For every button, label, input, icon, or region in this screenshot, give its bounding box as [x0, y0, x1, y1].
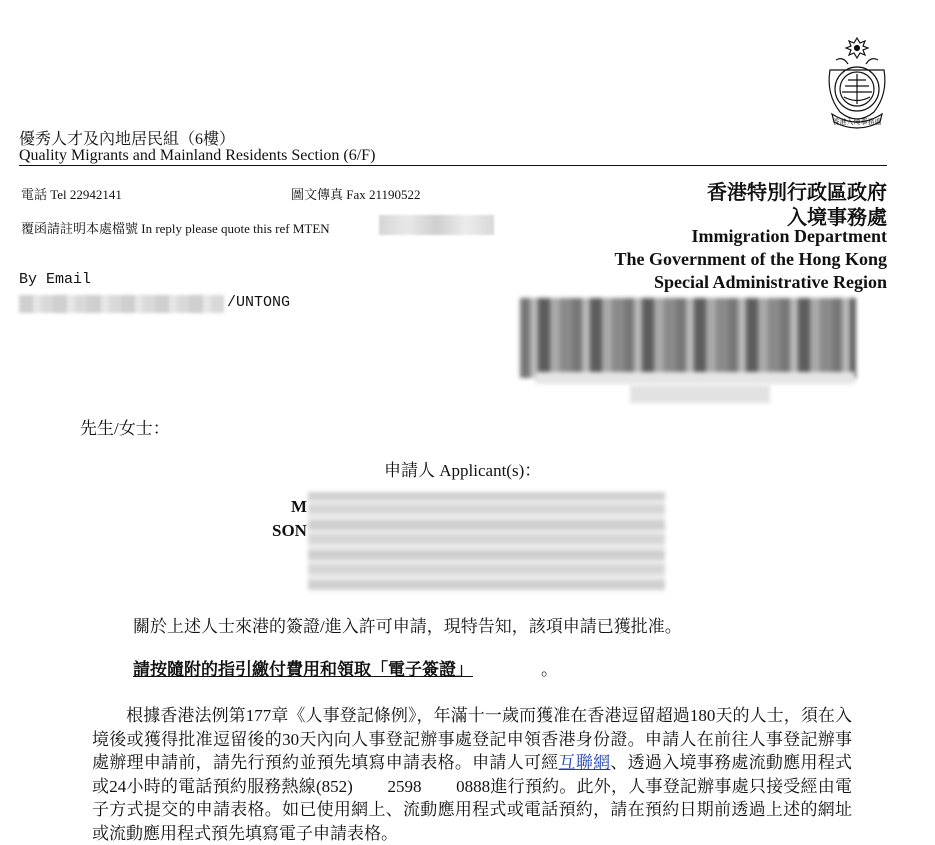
fax-number: 圖文傳真 Fax 21190522 — [291, 187, 421, 202]
redacted-photo-block — [520, 298, 856, 378]
telephone-number: 電話 Tel 22942141 — [21, 187, 122, 202]
applicant-name-2: SON — [272, 521, 307, 540]
instruction-period: 。 — [541, 660, 558, 679]
reference-number: 覆函請註明本處檔號 In reply please quote this ref MTEN — [21, 221, 330, 236]
section-title-zh: 優秀人才及內地居民組（6樓） — [19, 131, 236, 148]
internet-link[interactable]: 互聯網 — [558, 753, 611, 772]
payment-instruction: 請按隨附的指引繳付費用和領取「電子簽證」 — [133, 660, 473, 679]
redacted-reference — [379, 215, 494, 235]
dept-name-en-2: The Government of the Hong Kong — [614, 249, 887, 269]
dept-name-zh-1: 香港特別行政區政府 — [707, 182, 887, 204]
registration-paragraph — [92, 704, 852, 845]
redacted-strip — [535, 372, 855, 384]
applicant-name-1: M — [291, 497, 308, 516]
applicant-label: 申請人 Applicant(s)： — [384, 461, 542, 480]
redacted-applicant-names — [308, 492, 665, 590]
svg-text:香港入境事務處: 香港入境事務處 — [832, 118, 882, 126]
salutation: 先生/女士： — [80, 419, 170, 438]
section-title-en: Quality Migrants and Mainland Residents Section (6/F) — [19, 147, 376, 164]
delivery-method: By Email — [19, 271, 92, 288]
paragraph-text-1: 根據香港法例第177章《人事登記條例》，年滿十一歲而獲准在香港逗留超過180天的人士，須在入境後或獲得批准逗留後的30天內向人事登記辦事處登記申領香港身份證。申請人在前往人事登記辦事處辦理申請前，請先行預約並預先填寫申請表格。申請人可經 — [92, 706, 853, 772]
approval-notice: 關於上述人士來港的簽證/進入許可申請，現特告知，該項申請已獲批准。 — [133, 617, 682, 636]
dept-name-en-3: Special Administrative Region — [654, 272, 887, 292]
immigration-crest-icon — [818, 34, 896, 132]
header-divider — [19, 165, 887, 166]
dept-name-zh-2: 入境事務處 — [787, 207, 887, 229]
paragraph-text-2: 、透過入境事務處流動應用程式或24小時的電話預約服務熱線(852) 2598 0888進行預約。此外，人事登記辦事處只接受經由電子方式提交的申請表格。如已使用網上、流動應用程式或電話預約，請在預約日期前透過上述的網址或流動應用程式預先填寫電子申請表格。 — [92, 753, 853, 843]
redacted-strip — [630, 385, 770, 403]
dept-name-en-1: Immigration Department — [691, 226, 887, 246]
address-fragment: /UNTONG — [227, 294, 291, 311]
redacted-address — [19, 295, 224, 313]
